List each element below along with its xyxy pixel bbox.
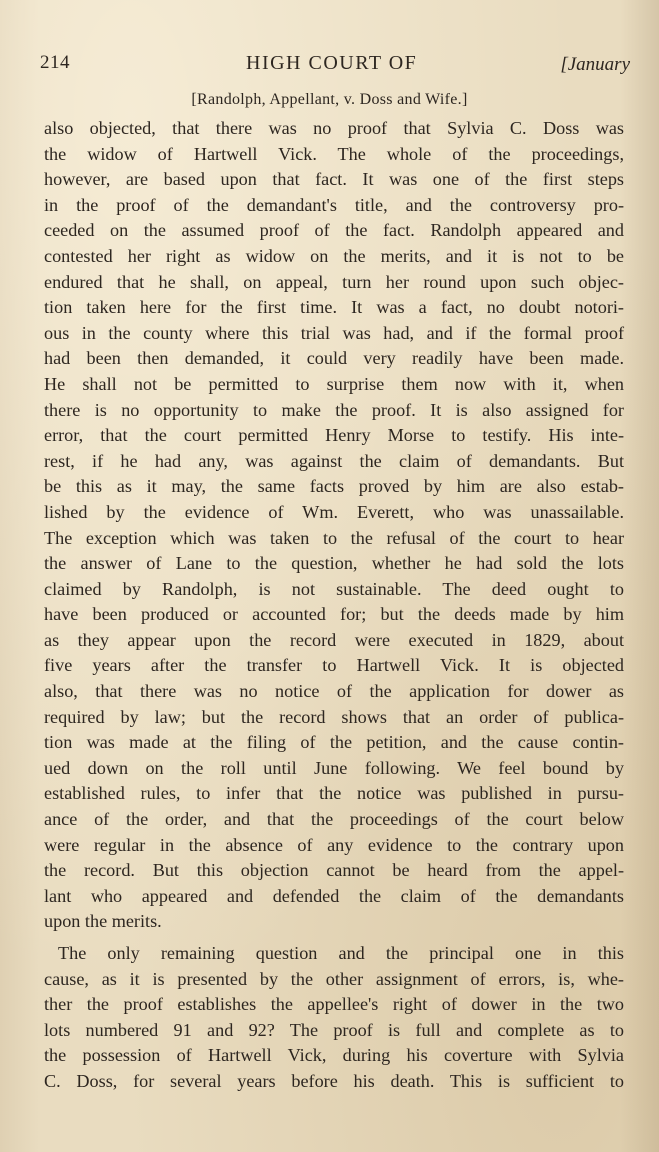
text-line: ance of the order, and that the proceedings of the court below — [44, 809, 624, 830]
text-line: established rules, to infer that the notice was published in pursu- — [44, 783, 624, 804]
text-line: claimed by Randolph, is not sustainable. The deed ought to — [44, 578, 624, 599]
text-line: the possession of Hartwell Vick, during his coverture with Sylvia — [44, 1045, 624, 1066]
text-line: there is no opportunity to make the proof. It is also assigned for — [44, 399, 624, 420]
running-month: [January — [560, 54, 630, 75]
page-number: 214 — [40, 52, 70, 73]
text-line: in the proof of the demandant's title, and the controversy pro- — [44, 194, 624, 215]
text-line: ceeded on the assumed proof of the fact. Randolph appeared and — [44, 220, 624, 241]
text-line: contested her right as widow on the merits, and it is not to be — [44, 245, 624, 266]
text-line: tion taken here for the first time. It was a fact, no doubt notori- — [44, 297, 624, 318]
text-line: error, that the court permitted Henry Morse to testify. His inte- — [44, 425, 624, 446]
text-line: The exception which was taken to the refusal of the court to hear — [44, 527, 624, 548]
text-line: also, that there was no notice of the application for dower as — [44, 681, 624, 702]
text-line: The only remaining question and the principal one in this — [58, 943, 624, 963]
running-head — [40, 52, 630, 80]
text-line: the answer of Lane to the question, whether he had sold the lots — [44, 553, 624, 574]
text-line: ous in the county where this trial was had, and if the formal proof — [44, 322, 624, 343]
text-line: ued down on the roll until June following. We feel bound by — [44, 757, 624, 778]
text-line: ther the proof establishes the appellee's right of dower in the two — [44, 994, 624, 1015]
text-line: also objected, that there was no proof that Sylvia C. Doss was — [44, 118, 624, 138]
text-line: lots numbered 91 and 92? The proof is full and complete as to — [44, 1019, 624, 1040]
text-line: as they appear upon the record were executed in 1829, about — [44, 629, 624, 650]
case-caption: [Randolph, Appellant, v. Doss and Wife.] — [191, 91, 468, 108]
text-line: the record. But this objection cannot be heard from the appel- — [44, 860, 624, 881]
text-line: be this as it may, the same facts proved by him are also estab- — [44, 476, 624, 497]
text-line: have been produced or accounted for; but the deeds made by him — [44, 604, 624, 625]
text-line: lished by the evidence of Wm. Everett, who was unassailable. — [44, 501, 624, 522]
text-line: lant who appeared and defended the claim of the demandants — [44, 885, 624, 906]
text-line: had been then demanded, it could very readily have been made. — [44, 348, 624, 369]
text-line: endured that he shall, on appeal, turn her round upon such objec- — [44, 271, 624, 292]
text-line: rest, if he had any, was against the claim of demandants. But — [44, 450, 624, 471]
body-text — [44, 116, 624, 1095]
text-line: five years after the transfer to Hartwell Vick. It is objected — [44, 655, 624, 676]
text-line: the widow of Hartwell Vick. The whole of the proceedings, — [44, 143, 624, 164]
text-line: required by law; but the record shows that an order of publica- — [44, 706, 624, 727]
paragraph — [44, 941, 624, 1095]
text-line: however, are based upon that fact. It was one of the first steps — [44, 169, 624, 190]
running-title: HIGH COURT OF — [246, 52, 418, 74]
paragraph — [44, 116, 624, 935]
text-line: C. Doss, for several years before his death. This is sufficient to — [44, 1070, 624, 1091]
text-line: cause, as it is presented by the other assignment of errors, is, whe- — [44, 968, 624, 989]
text-line: He shall not be permitted to surprise them now with it, when — [44, 373, 624, 394]
text-line: upon the merits. — [44, 911, 162, 932]
text-line: tion was made at the filing of the petition, and the cause contin- — [44, 732, 624, 753]
text-line: were regular in the absence of any evidence to the contrary upon — [44, 834, 624, 855]
